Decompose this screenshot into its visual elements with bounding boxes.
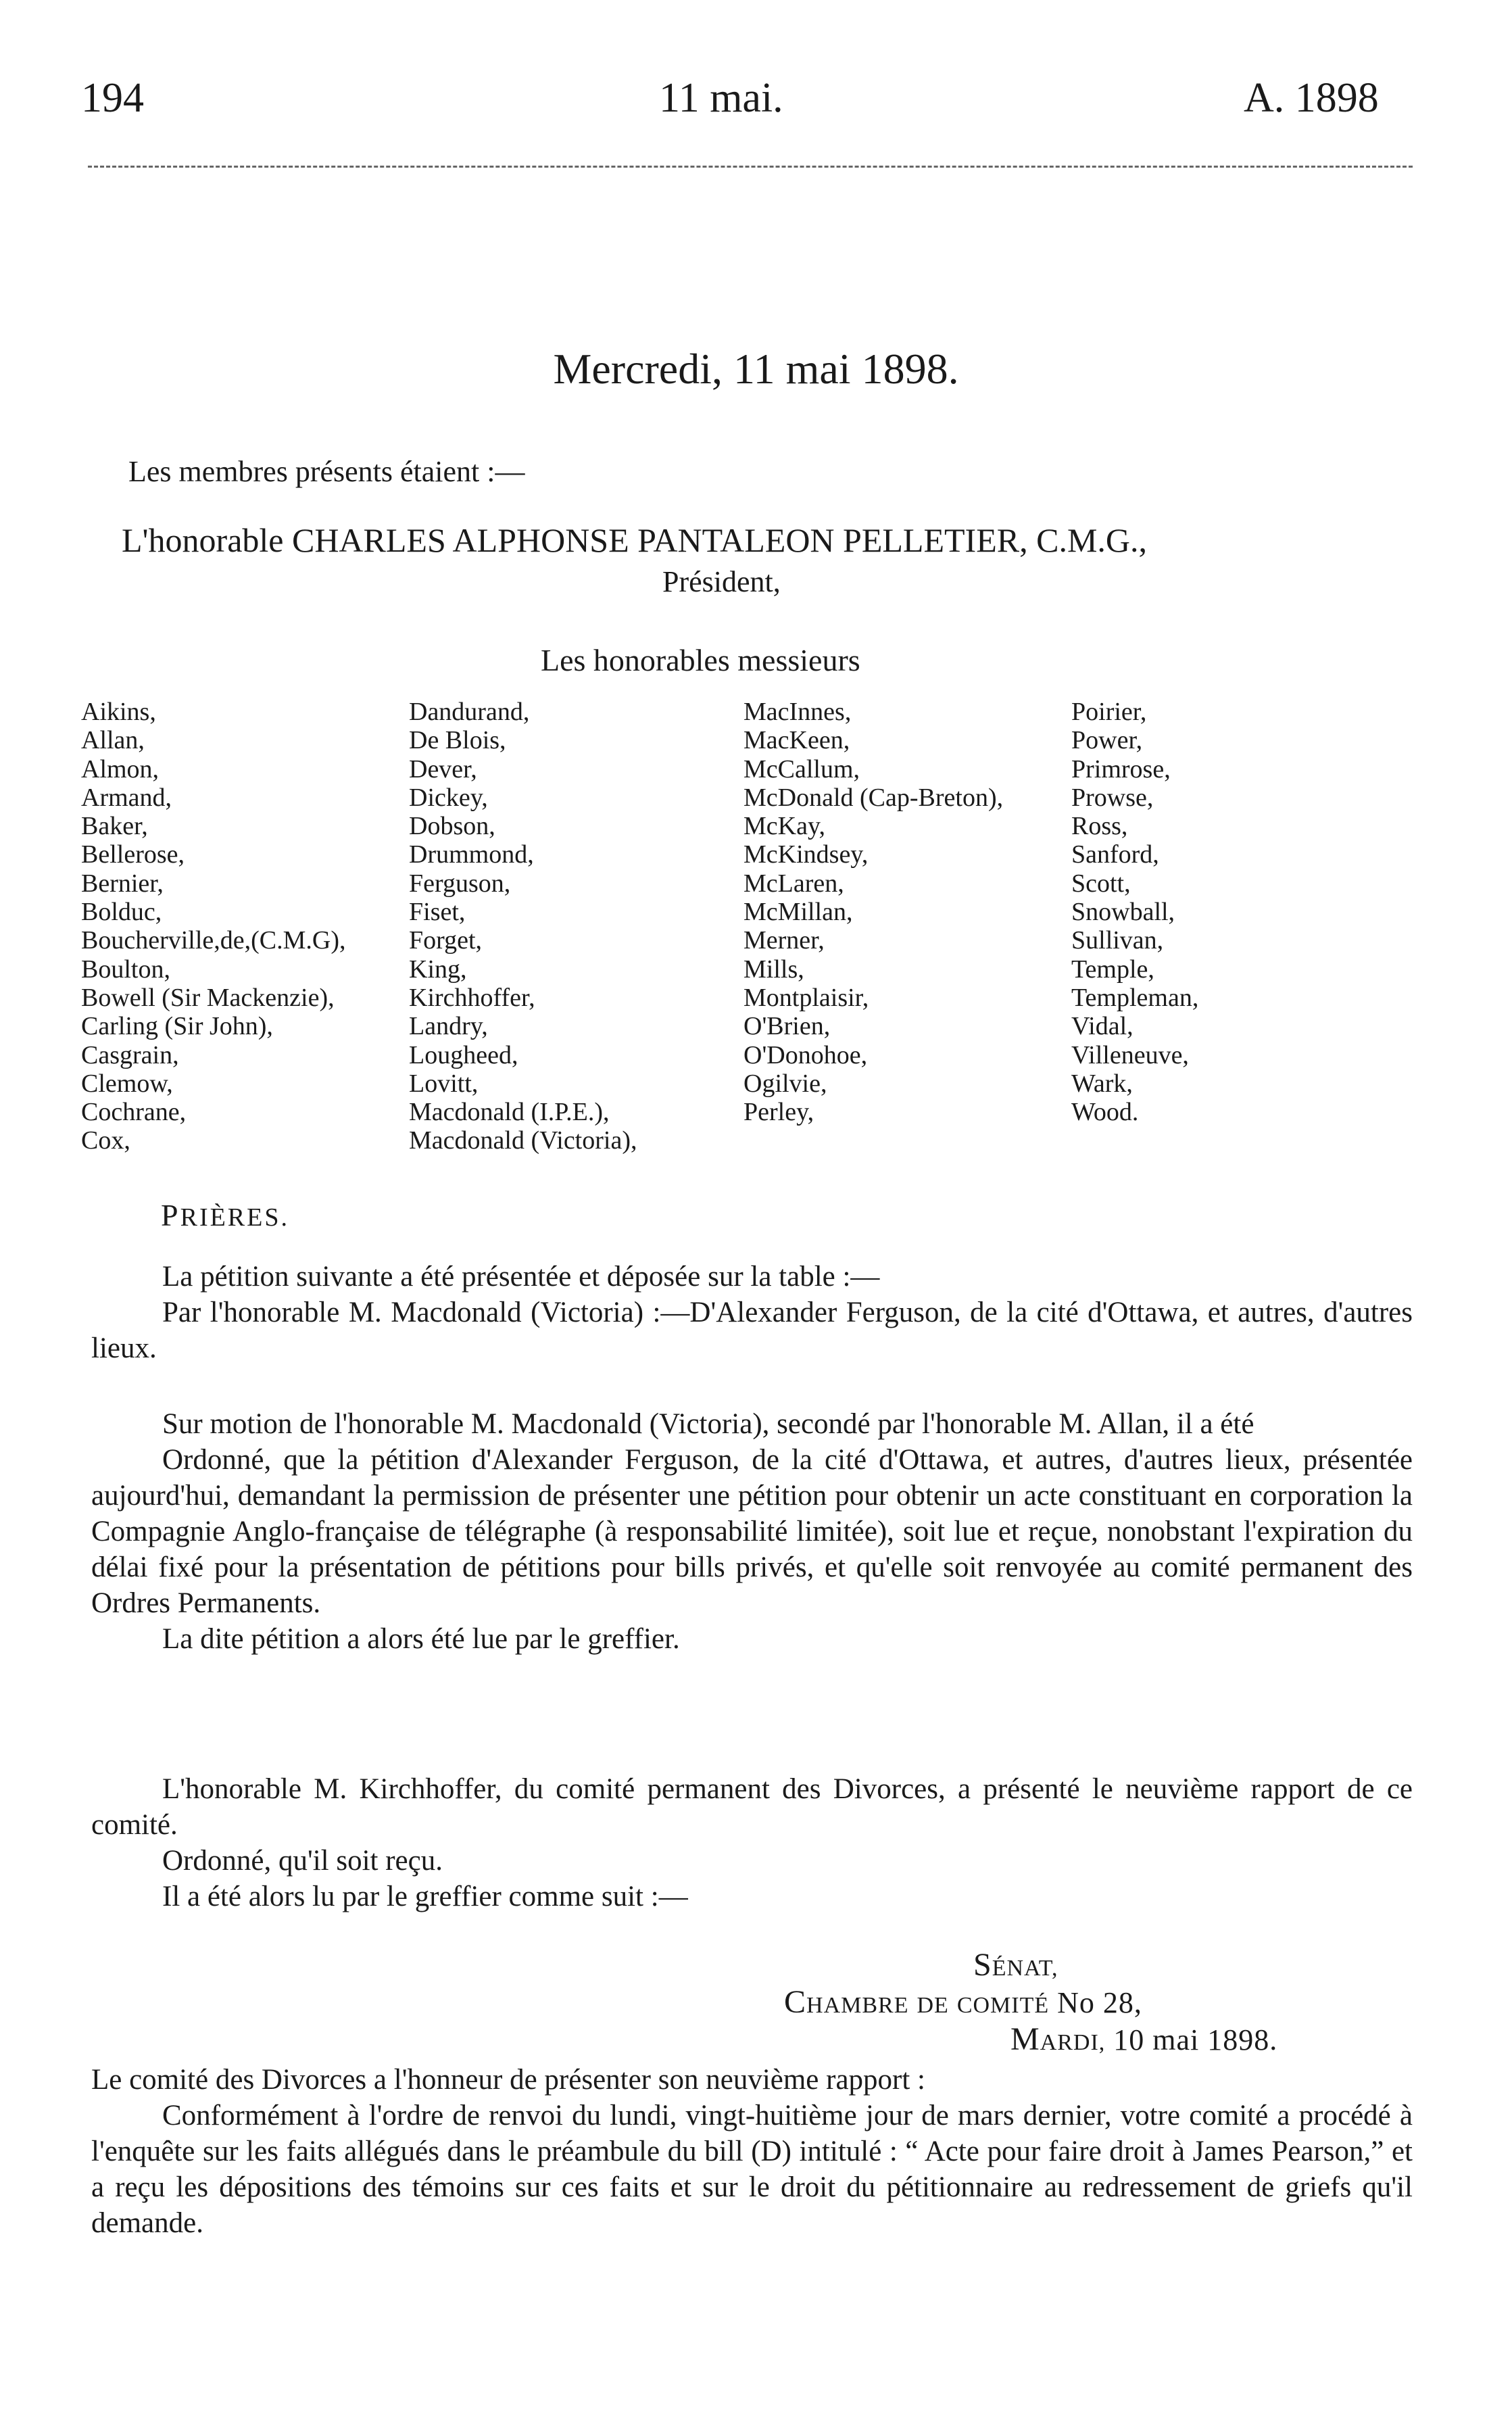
member-name: Macdonald (Victoria), [409, 1126, 637, 1155]
member-name: Cox, [81, 1126, 130, 1155]
member-name: Wark, [1071, 1069, 1133, 1098]
member-name: Temple, [1071, 955, 1154, 984]
member-name: Landry, [409, 1012, 488, 1041]
member-name: De Blois, [409, 726, 506, 755]
member-name: Vidal, [1071, 1012, 1133, 1041]
member-name: Forget, [409, 926, 483, 955]
member-name: Boucherville,de,(C.M.G), [81, 926, 346, 955]
member-name: Bernier, [81, 869, 164, 898]
report-intro: Le comité des Divorces a l'honneur de présenter son neuvième rapport : [91, 2064, 926, 2096]
page-number: 194 [81, 75, 144, 121]
member-name: Prowse, [1071, 783, 1154, 812]
member-name: Clemow, [81, 1069, 173, 1098]
kirchhoffer-paragraph: L'honorable M. Kirchhoffer, du comité permanent des Divorces, a présenté le neuvième rapport de ce comité. [91, 1773, 1413, 1841]
member-name: Bolduc, [81, 898, 162, 927]
member-name: Almon, [81, 754, 160, 784]
member-name: Ogilvie, [743, 1069, 827, 1098]
member-name: Macdonald (I.P.E.), [409, 1098, 610, 1127]
member-name: Lovitt, [409, 1069, 479, 1098]
member-name: Perley, [743, 1098, 814, 1127]
committee-room-line: CHAMBRE DE COMITÉ No 28, [784, 1984, 1142, 2020]
president-title: Président, [662, 565, 781, 598]
member-name: O'Donohoe, [743, 1040, 868, 1069]
member-name: MacInnes, [743, 698, 852, 726]
session-date-title: Mercredi, 11 mai 1898. [553, 345, 959, 393]
member-name: Aikins, [81, 698, 156, 726]
member-name: MacKeen, [743, 726, 850, 755]
member-name: Montplaisir, [743, 983, 869, 1012]
petition-read-paragraph: La dite pétition a alors été lue par le greffier. [162, 1623, 680, 1655]
member-name: Kirchhoffer, [409, 983, 535, 1012]
member-name: Dobson, [409, 812, 495, 841]
member-name: Ross, [1071, 812, 1128, 841]
header-rule [88, 166, 1413, 168]
member-name: McCallum, [743, 754, 860, 784]
member-name: Poirier, [1071, 698, 1147, 726]
running-head-date: 11 mai. [659, 75, 783, 121]
member-name: Boulton, [81, 955, 170, 984]
member-name: Allan, [81, 726, 145, 755]
member-name: Dickey, [409, 783, 488, 812]
member-name: Villeneuve, [1071, 1040, 1189, 1069]
report-body: Conformément à l'ordre de renvoi du lundi, vingt-huitième jour de mars dernier, votre comité a procédé à l'enquête sur les faits allégués dans le préambule du bill (D) intitulé : “ Acte pour faire droit à James Pearson,” et a reçu les dépositions des témoins sur ces faits et sur le droit du pétitionnaire au redressement de griefs qu'il demande. [91, 2100, 1413, 2239]
petition-intro: La pétition suivante a été présentée et déposée sur la table :— [162, 1261, 880, 1293]
senat-heading: SÉNAT, [973, 1947, 1058, 1983]
read-as-follows-paragraph: Il a été alors lu par le greffier comme suit :— [162, 1881, 688, 1912]
members-column-3 [743, 698, 1003, 1126]
member-name: Scott, [1071, 869, 1131, 898]
member-name: Drummond, [409, 840, 534, 869]
report-section [91, 1771, 1413, 1914]
received-paragraph: Ordonné, qu'il soit reçu. [162, 1845, 443, 1877]
member-name: McLaren, [743, 869, 844, 898]
member-name: Dever, [409, 754, 477, 784]
members-present-intro: Les membres présents étaient :— [128, 455, 525, 488]
member-name: Merner, [743, 926, 825, 955]
report-date-line: MARDI, 10 mai 1898. [1010, 2021, 1278, 2057]
member-name: McDonald (Cap-Breton), [743, 783, 1004, 812]
members-column-1 [81, 698, 346, 1155]
committee-report-section [91, 2062, 1413, 2241]
president-name: L'honorable CHARLES ALPHONSE PANTALEON PELLETIER, C.M.G., [122, 521, 1148, 559]
member-name: Sullivan, [1071, 926, 1164, 955]
member-name: Bellerose, [81, 840, 185, 869]
member-name: Armand, [81, 783, 172, 812]
member-name: Baker, [81, 812, 148, 841]
member-name: Lougheed, [409, 1040, 518, 1069]
member-name: Cochrane, [81, 1098, 187, 1127]
member-name: Templeman, [1071, 983, 1199, 1012]
member-name: Snowball, [1071, 898, 1175, 927]
motion-paragraph: Sur motion de l'honorable M. Macdonald (Victoria), secondé par l'honorable M. Allan, il a été [162, 1408, 1254, 1440]
honorables-heading: Les honorables messieurs [541, 643, 860, 677]
member-name: Carling (Sir John), [81, 1012, 273, 1041]
running-head-year: A. 1898 [1244, 75, 1379, 121]
member-name: Ferguson, [409, 869, 511, 898]
motion-section [91, 1406, 1413, 1657]
member-name: McKay, [743, 812, 825, 841]
member-name: Bowell (Sir Mackenzie), [81, 983, 335, 1012]
member-name: Dandurand, [409, 698, 530, 726]
member-name: Fiset, [409, 898, 466, 927]
member-name: McKindsey, [743, 840, 869, 869]
member-name: Power, [1071, 726, 1143, 755]
petition-section [91, 1259, 1413, 1366]
member-name: Wood. [1071, 1098, 1139, 1127]
members-column-2 [409, 698, 637, 1155]
members-column-4 [1071, 698, 1198, 1126]
member-name: King, [409, 955, 467, 984]
member-name: Sanford, [1071, 840, 1159, 869]
member-name: Casgrain, [81, 1040, 179, 1069]
member-name: McMillan, [743, 898, 853, 927]
member-name: O'Brien, [743, 1012, 831, 1041]
prayers-heading: PRIÈRES. [161, 1198, 289, 1232]
petition-detail: Par l'honorable M. Macdonald (Victoria) :—D'Alexander Ferguson, de la cité d'Ottawa, et autres, d'autres lieux. [91, 1297, 1413, 1364]
member-name: Primrose, [1071, 754, 1171, 784]
member-name: Mills, [743, 955, 804, 984]
order-paragraph: Ordonné, que la pétition d'Alexander Ferguson, de la cité d'Ottawa, et autres, d'autres lieux, présentée aujourd'hui, demandant la permission de présenter une pétition pour obtenir un acte constituant en corporation la Compagnie Anglo-française de télégraphe (à responsabilité limitée), soit lue et reçue, nonobstant l'expiration du délai fixé pour la présentation de pétitions pour bills privés, et qu'elle soit renvoyée au comité permanent des Ordres Permanents. [91, 1444, 1413, 1619]
